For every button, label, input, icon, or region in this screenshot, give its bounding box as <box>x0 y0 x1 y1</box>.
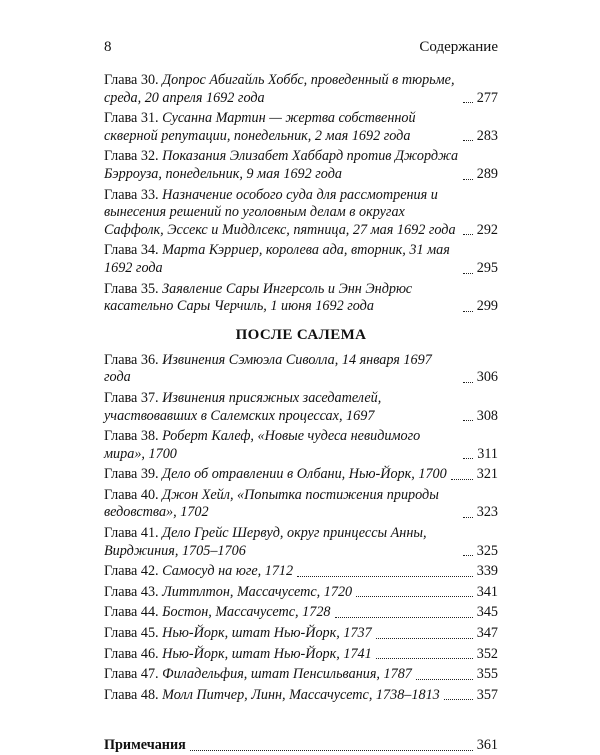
entry-text <box>104 281 459 316</box>
chapter-title: Молл Питчер, Линн, Массачусетс, 1738–1813 <box>162 686 440 703</box>
chapter-title: Самосуд на юге, 1712 <box>162 563 294 580</box>
notes-page-number: 361 <box>476 737 498 754</box>
chapter-number: Глава 48. <box>104 686 159 703</box>
toc-entry[interactable] <box>104 72 498 107</box>
page-number-ref: 283 <box>476 127 498 144</box>
page-number-ref: 345 <box>476 604 498 621</box>
toc-entry[interactable] <box>104 625 498 643</box>
entry-text <box>104 187 459 240</box>
chapter-number: Глава 45. <box>104 625 159 642</box>
toc-entry[interactable] <box>104 687 498 705</box>
entry-text <box>104 148 459 183</box>
dot-leader <box>463 382 473 383</box>
chapter-number: Глава 38. <box>104 428 159 445</box>
dot-leader <box>297 576 473 577</box>
chapter-title: Показания Элизабет Хаббард против Джорджа Бэрроуза, понедельник, 9 мая 1692 года <box>104 148 459 182</box>
chapter-number: Глава 43. <box>104 583 159 600</box>
chapter-number: Глава 37. <box>104 389 159 406</box>
entry-text <box>104 625 372 643</box>
chapter-number: Глава 35. <box>104 280 159 297</box>
notes-entry[interactable] <box>104 737 498 755</box>
toc-entry[interactable] <box>104 242 498 277</box>
page-number-ref: 299 <box>476 298 498 315</box>
page-number-ref: 311 <box>477 445 498 462</box>
chapter-title: Извинения присяжных заседателей, участвовавших в Салемских процессах, 1697 <box>104 389 382 424</box>
page-number-ref: 321 <box>476 466 498 483</box>
chapter-title: Дело об отравлении в Олбани, Нью-Йорк, 1700 <box>162 466 447 483</box>
entry-text <box>104 390 459 425</box>
entry-text <box>104 110 459 145</box>
entry-text <box>104 428 459 463</box>
chapter-number: Глава 46. <box>104 645 159 662</box>
dot-leader <box>463 555 473 556</box>
chapter-number: Глава 32. <box>104 148 159 165</box>
notes-label: Примечания <box>104 737 186 754</box>
chapter-title: Извинения Сэмюэла Сиволла, 14 января 1697 года <box>104 351 432 386</box>
entry-text <box>104 666 412 684</box>
toc-entry[interactable] <box>104 563 498 581</box>
toc-entry[interactable] <box>104 110 498 145</box>
dot-leader <box>463 311 473 312</box>
dot-leader <box>463 234 473 235</box>
entry-text <box>104 646 372 664</box>
entry-text <box>104 242 459 277</box>
chapter-number: Глава 33. <box>104 186 159 203</box>
toc-entry[interactable] <box>104 604 498 622</box>
chapter-title: Марта Кэрриер, королева ада, вторник, 31 мая 1692 года <box>104 242 450 276</box>
chapter-title: Дело Грейс Шервуд, округ принцессы Анны, Вирджиния, 1705–1706 <box>104 525 427 559</box>
toc-entry[interactable] <box>104 646 498 664</box>
page-number-ref: 277 <box>476 89 498 106</box>
dot-leader <box>463 517 473 518</box>
chapter-title: Назначение особого суда для рассмотрения и вынесения решений по уголовным делам в округах Саффолк, Эссекс и Миддлсекс, пятница, 27 мая 1692 года <box>104 186 456 238</box>
chapter-title: Допрос Абигайль Хоббс, проведенный в тюрьме, среда, 20 апреля 1692 года <box>104 72 455 106</box>
dot-leader <box>356 596 473 597</box>
dot-leader <box>463 420 473 421</box>
chapter-number: Глава 40. <box>104 486 159 503</box>
dot-leader <box>190 750 473 751</box>
entry-text <box>104 563 293 581</box>
dot-leader <box>463 458 473 459</box>
running-head: Содержание <box>419 39 498 55</box>
dot-leader <box>463 179 473 180</box>
entry-text <box>104 525 459 560</box>
toc-entry[interactable] <box>104 666 498 684</box>
page-number-ref: 341 <box>476 583 498 600</box>
chapter-title: Роберт Калеф, «Новые чудеса невидимого мира», 1700 <box>104 428 421 462</box>
chapter-number: Глава 41. <box>104 525 159 542</box>
page-number-ref: 352 <box>476 645 498 662</box>
page-number-ref: 323 <box>476 504 498 521</box>
page-number-ref: 292 <box>476 221 498 238</box>
entry-text <box>104 466 447 484</box>
dot-leader <box>463 102 473 103</box>
chapter-number: Глава 30. <box>104 72 159 88</box>
toc-entry[interactable] <box>104 281 498 316</box>
dot-leader <box>451 479 473 480</box>
chapter-title: Филадельфия, штат Пенсильвания, 1787 <box>162 666 412 683</box>
page-number-ref: 347 <box>476 625 498 642</box>
chapter-title: Джон Хейл, «Попытка постижения природы ведовства», 1702 <box>104 486 439 521</box>
dot-leader <box>416 679 473 680</box>
entry-text <box>104 687 440 705</box>
toc-entry[interactable] <box>104 487 498 522</box>
chapter-title: Нью-Йорк, штат Нью-Йорк, 1741 <box>162 645 372 662</box>
entry-text <box>104 352 459 387</box>
dot-leader <box>444 699 473 700</box>
page-number-ref: 295 <box>476 259 498 276</box>
entry-text <box>104 604 331 622</box>
toc-entry[interactable] <box>104 148 498 183</box>
toc-entry[interactable] <box>104 187 498 240</box>
page-number-ref: 325 <box>476 542 498 559</box>
toc-entry[interactable] <box>104 390 498 425</box>
page-number-ref: 306 <box>476 369 498 386</box>
chapter-number: Глава 39. <box>104 466 159 483</box>
chapter-number: Глава 47. <box>104 666 159 683</box>
chapter-number: Глава 34. <box>104 242 159 259</box>
chapter-title: Бостон, Массачусетс, 1728 <box>162 604 331 621</box>
chapter-number: Глава 36. <box>104 351 159 368</box>
page-number-ref: 355 <box>476 666 498 683</box>
toc-entry[interactable] <box>104 525 498 560</box>
page-number-ref: 357 <box>476 686 498 703</box>
chapter-list-after <box>104 352 498 705</box>
chapter-title: Сусанна Мартин — жертва собственной скверной репутации, понедельник, 2 мая 1692 года <box>104 110 416 144</box>
page-number-ref: 339 <box>476 563 498 580</box>
dot-leader <box>463 273 473 274</box>
dot-leader <box>335 617 473 618</box>
toc-entry[interactable] <box>104 352 498 387</box>
entry-text <box>104 487 459 522</box>
page-number-ref: 308 <box>476 407 498 424</box>
entry-text <box>104 72 459 107</box>
chapter-number: Глава 42. <box>104 563 159 580</box>
section-heading: ПОСЛЕ САЛЕМА <box>235 326 367 343</box>
page-number: 8 <box>104 39 112 55</box>
entry-text <box>104 584 352 602</box>
dot-leader <box>376 658 473 659</box>
dot-leader <box>376 638 473 639</box>
toc-entry[interactable] <box>104 466 498 484</box>
page-number-ref: 289 <box>476 165 498 182</box>
dot-leader <box>463 140 473 141</box>
toc-entry[interactable] <box>104 428 498 463</box>
chapter-list-before <box>104 72 498 316</box>
toc-entry[interactable] <box>104 584 498 602</box>
chapter-title: Заявление Сары Ингерсоль и Энн Эндрюс касательно Сары Черчиль, 1 июня 1692 года <box>104 280 413 315</box>
chapter-number: Глава 44. <box>104 604 159 621</box>
chapter-number: Глава 31. <box>104 110 159 127</box>
table-of-contents <box>104 72 498 755</box>
chapter-title: Литтлтон, Массачусетс, 1720 <box>162 583 353 600</box>
chapter-title: Нью-Йорк, штат Нью-Йорк, 1737 <box>162 625 372 642</box>
